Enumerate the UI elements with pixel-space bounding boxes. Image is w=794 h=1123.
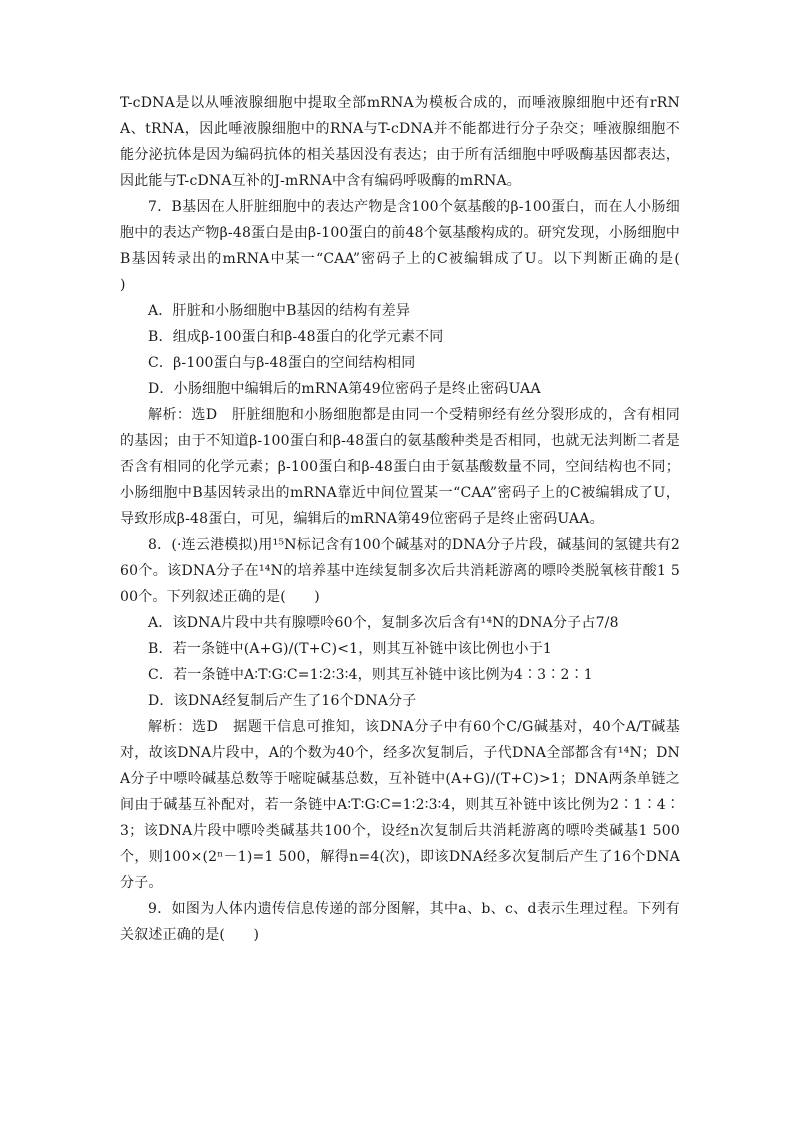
- question-8-option-b: B．若一条链中(A+G)/(T+C)<1，则其互补链中该比例也小于1: [148, 641, 553, 657]
- question-7-option-b: B．组成β-100蛋白和β-48蛋白的化学元素不同: [148, 329, 444, 345]
- question-7-option-d: D．小肠细胞中编辑后的mRNA第49位密码子是终止密码UAA: [148, 381, 541, 397]
- question-7-analysis: 解析：选D 肝脏细胞和小肠细胞都是由同一个受精卵经有丝分裂形成的，含有相同的基因；由于不知道β-100蛋白和β-48蛋白的氨基酸种类是否相同，也就无法判断二者是否含有相同的化学元素；β-100蛋白和β-48蛋白由于氨基酸数量不同，空间结构也不同；小肠细胞中B基因转录出的mRNA靠近中间位置某一“CAA”密码子上的C被编辑成了U，导致形成β-48蛋白，可见，编辑后的mRNA第49位密码子是终止密码UAA。: [120, 407, 680, 527]
- question-8-option-c: C．若一条链中A∶T∶G∶C=1∶2∶3∶4，则其互补链中该比例为4∶3∶2∶1: [148, 667, 593, 683]
- question-8-stem: 8．(·连云港模拟)用¹⁵N标记含有100个碱基对的DNA分子片段，碱基间的氢键共有260个。该DNA分子在¹⁴N的培养基中连续复制多次后共消耗游离的嘌呤类脱氧核苷酸1 500个。下列叙述正确的是( ): [120, 537, 680, 605]
- question-8-analysis: 解析：选D 据题干信息可推知，该DNA分子中有60个C/G碱基对，40个A/T碱基对，故该DNA片段中，A的个数为40个，经多次复制后，子代DNA全部都含有¹⁴N；DNA分子中嘌呤碱基总数等于嘧啶碱基总数，互补链中(A+G)/(T+C)>1；DNA两条单链之间由于碱基互补配对，若一条链中A∶T∶G∶C=1∶2∶3∶4，则其互补链中该比例为2∶1∶4∶3；该DNA片段中嘌呤类碱基共100个，设经n次复制后共消耗游离的嘌呤类碱基1 500个，则100×(2ⁿ－1)=1 500，解得n=4(次)，即该DNA经多次复制后产生了16个DNA分子。: [120, 719, 680, 891]
- question-7-option-c: C．β-100蛋白与β-48蛋白的空间结构相同: [148, 355, 416, 371]
- question-7-stem: 7．B基因在人肝脏细胞中的表达产物是含100个氨基酸的β-100蛋白，而在人小肠细胞中的表达产物β-48蛋白是由β-100蛋白的前48个氨基酸构成的。研究发现，小肠细胞中B基因转录出的mRNA中某一“CAA”密码子上的C被编辑成了U。以下判断正确的是( ): [120, 199, 709, 293]
- document-page: [120, 90, 709, 948]
- question-8-option-d: D．该DNA经复制后产生了16个DNA分子: [148, 693, 417, 709]
- question-8-option-a: A．该DNA片段中共有腺嘌呤60个，复制多次后含有¹⁴N的DNA分子占7/8: [148, 615, 619, 631]
- intro-paragraph: T-cDNA是以从唾液腺细胞中提取全部mRNA为模板合成的，而唾液腺细胞中还有rRNA、tRNA，因此唾液腺细胞中的RNA与T-cDNA并不能都进行分子杂交；唾液腺细胞不能分泌抗体是因为编码抗体的相关基因没有表达；由于所有活细胞中呼吸酶基因都表达，因此能与T-cDNA互补的J-mRNA中含有编码呼吸酶的mRNA。: [120, 95, 680, 189]
- question-9-stem: 9．如图为人体内遗传信息传递的部分图解，其中a、b、c、d表示生理过程。下列有关叙述正确的是( ): [120, 901, 680, 943]
- question-7-option-a: A．肝脏和小肠细胞中B基因的结构有差异: [148, 303, 411, 319]
